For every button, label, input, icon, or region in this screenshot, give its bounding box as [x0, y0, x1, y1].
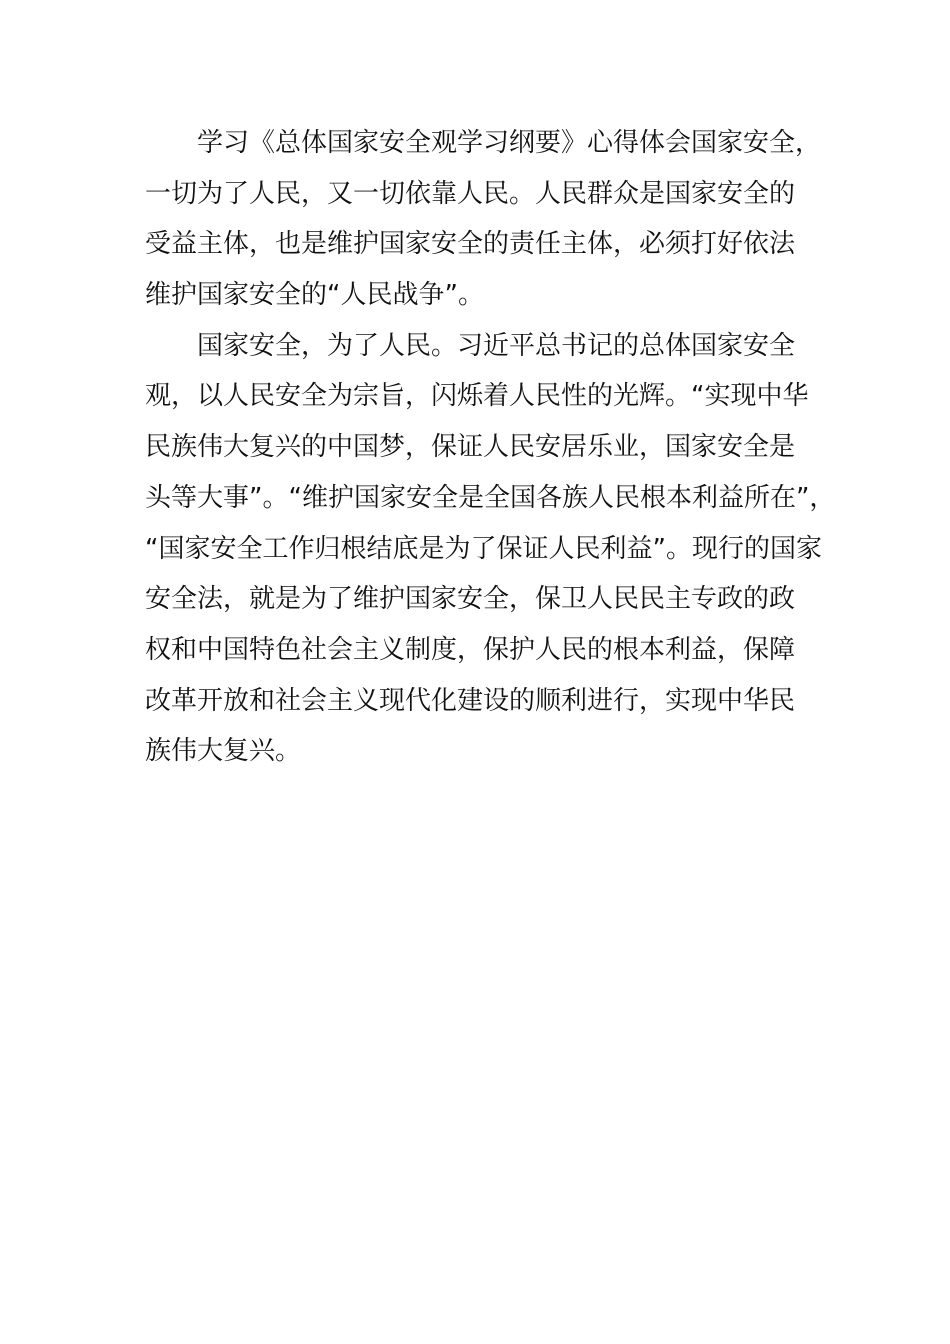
paragraph-line: 改革开放和社会主义现代化建设的顺利进行，实现中华民 — [145, 685, 796, 716]
paragraph-line: 学习《总体国家安全观学习纲要》心得体会国家安全， — [197, 128, 822, 158]
paragraph-line: 权和中国特色社会主义制度，保护人民的根本利益，保障 — [145, 634, 796, 665]
paragraph-line: 维护国家安全的“人民战争”。 — [145, 280, 484, 311]
document-body — [145, 118, 845, 777]
paragraph-line: 一切为了人民，又一切依靠人民。人民群众是国家安全的 — [145, 178, 796, 209]
paragraph-line: 国家安全，为了人民。习近平总书记的总体国家安全 — [197, 330, 796, 361]
paragraph-line: 族伟大复兴。 — [145, 736, 302, 767]
paragraph-line: 安全法，就是为了维护国家安全，保卫人民民主专政的政 — [145, 584, 796, 615]
paragraph-line: 头等大事”。“维护国家安全是全国各族人民根本利益所在”， — [145, 482, 836, 513]
paragraph-2 — [145, 321, 845, 777]
paragraph-line: “国家安全工作归根结底是为了保证人民利益”。现行的国家 — [145, 533, 822, 564]
paragraph-line: 民族伟大复兴的中国梦，保证人民安居乐业，国家安全是 — [145, 432, 796, 463]
paragraph-line: 观，以人民安全为宗旨，闪烁着人民性的光辉。“实现中华 — [145, 381, 809, 412]
paragraph-1 — [145, 118, 845, 321]
paragraph-line: 受益主体，也是维护国家安全的责任主体，必须打好依法 — [145, 229, 796, 260]
